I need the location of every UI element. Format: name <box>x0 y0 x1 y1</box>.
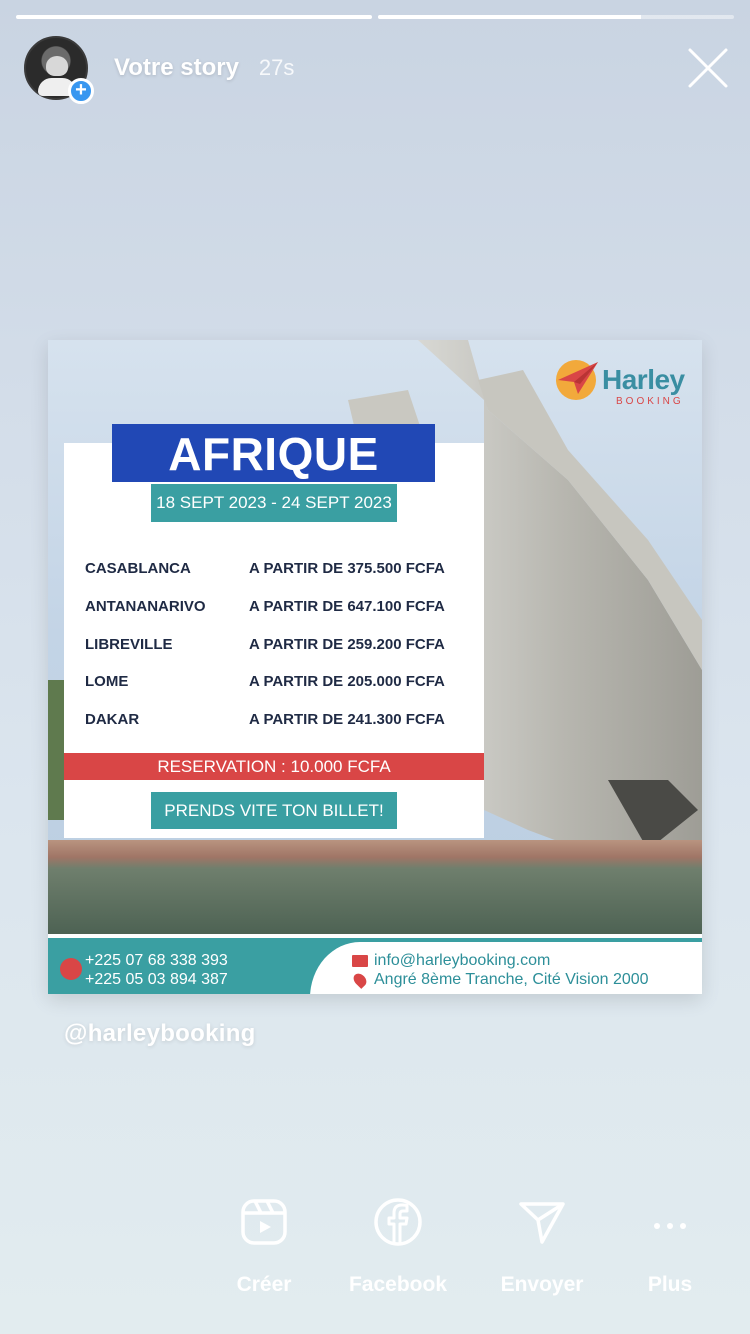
route-price: A PARTIR DE 259.200 FCFA <box>249 635 445 653</box>
reels-icon <box>238 1196 290 1248</box>
story-title[interactable]: Votre story <box>114 54 239 81</box>
offer-heading: AFRIQUE <box>112 424 435 482</box>
more-icon <box>644 1196 696 1248</box>
phone-numbers <box>85 951 228 989</box>
phone-number: +225 07 68 338 393 <box>85 952 228 969</box>
cta-banner: PRENDS VITE TON BILLET! <box>151 792 397 829</box>
progress-segment-2 <box>378 15 734 19</box>
story-actions <box>0 1196 750 1306</box>
story-progress <box>16 15 734 19</box>
route-row <box>85 550 475 588</box>
harley-logo <box>552 354 698 410</box>
avatar[interactable] <box>24 36 88 100</box>
send-label: Envoyer <box>500 1273 584 1296</box>
story-header <box>24 36 730 100</box>
phone-number: +225 05 03 894 387 <box>85 971 228 988</box>
location-pin-icon <box>351 971 369 989</box>
route-price: A PARTIR DE 647.100 FCFA <box>249 598 445 616</box>
contact-details <box>352 951 649 989</box>
contact-footer <box>48 934 702 994</box>
route-city: DAKAR <box>85 711 140 729</box>
route-price: A PARTIR DE 375.500 FCFA <box>249 560 445 578</box>
send-button[interactable] <box>482 1196 602 1297</box>
create-button[interactable] <box>204 1196 324 1297</box>
route-city: LOME <box>85 673 129 691</box>
route-city: CASABLANCA <box>85 560 191 578</box>
route-row <box>85 663 475 701</box>
reservation-banner: RESERVATION : 10.000 FCFA <box>64 753 484 780</box>
address-text: Angré 8ème Tranche, Cité Vision 2000 <box>374 971 649 988</box>
progress-fill-2 <box>378 15 641 19</box>
progress-segment-1 <box>16 15 372 19</box>
phone-icon <box>60 958 82 980</box>
route-list <box>85 550 475 738</box>
logo-sub: BOOKING <box>616 396 684 407</box>
close-icon[interactable] <box>686 46 730 90</box>
logo-name: Harley <box>602 364 685 395</box>
plane-logo-icon <box>552 354 602 404</box>
facebook-icon <box>372 1196 424 1248</box>
mail-icon <box>352 955 368 967</box>
progress-fill-1 <box>16 15 372 19</box>
route-row <box>85 625 475 663</box>
facebook-label: Facebook <box>348 1273 448 1296</box>
facebook-button[interactable] <box>338 1196 458 1297</box>
more-button[interactable] <box>610 1196 730 1297</box>
send-icon <box>516 1196 568 1248</box>
add-story-icon[interactable]: + <box>68 78 94 104</box>
route-row <box>85 588 475 626</box>
route-price: A PARTIR DE 241.300 FCFA <box>249 711 445 729</box>
route-city: LIBREVILLE <box>85 635 173 653</box>
mention-sticker[interactable]: @harleybooking <box>64 1020 256 1047</box>
story-time: 27s <box>258 55 295 80</box>
avatar-face <box>46 56 68 76</box>
route-city: ANTANANARIVO <box>85 598 206 616</box>
offer-dates: 18 SEPT 2023 - 24 SEPT 2023 <box>151 484 397 522</box>
route-price: A PARTIR DE 205.000 FCFA <box>249 673 445 691</box>
water-fountain <box>48 840 702 935</box>
create-label: Créer <box>236 1273 292 1296</box>
email-text: info@harleybooking.com <box>374 952 551 969</box>
route-row <box>85 701 475 739</box>
more-label: Plus <box>647 1273 693 1296</box>
story-post[interactable] <box>48 340 702 994</box>
